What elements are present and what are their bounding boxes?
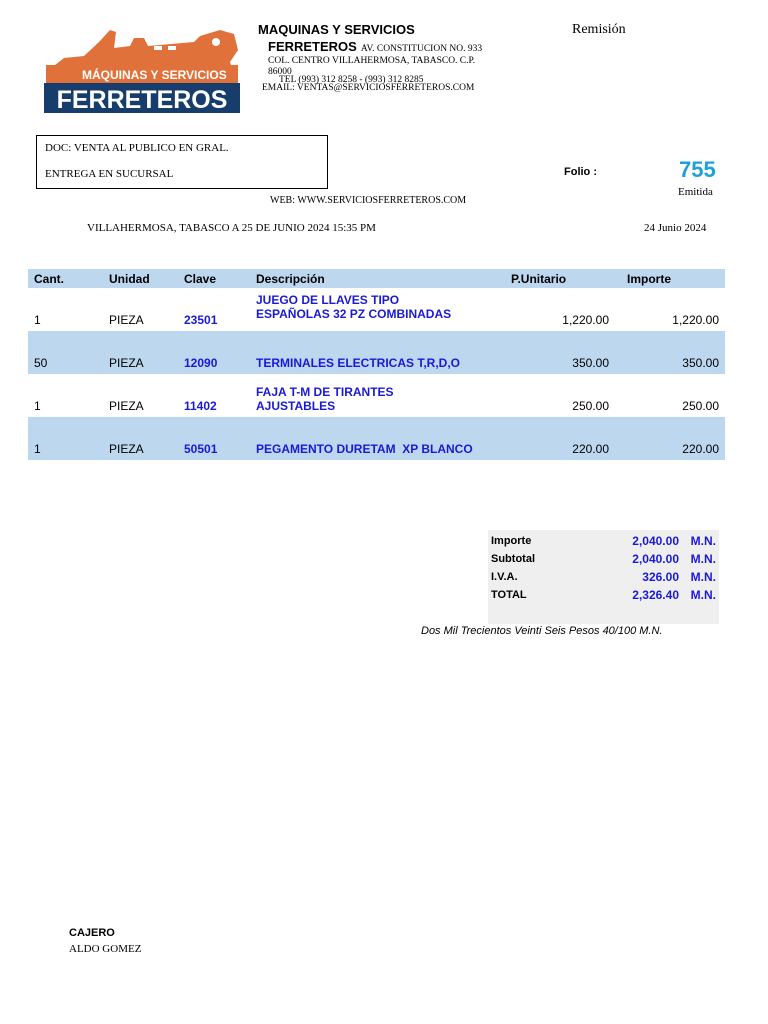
doc-line: DOC: VENTA AL PUBLICO EN GRAL. — [45, 142, 229, 154]
logo-line1: MÁQUINAS Y SERVICIOS — [82, 68, 227, 82]
postal-code: 86000 — [268, 67, 292, 77]
totals-box — [488, 530, 719, 624]
cashier-name: ALDO GOMEZ — [69, 943, 142, 955]
power-drill-icon — [44, 28, 240, 113]
logo-line2: FERRETEROS — [56, 86, 228, 113]
totals-label: TOTAL — [491, 589, 527, 601]
totals-currency: M.N. — [690, 588, 716, 602]
header-unit: Unidad — [103, 269, 178, 288]
folio-number: 755 — [679, 157, 716, 182]
row-unit-price: 350.00 — [505, 331, 615, 374]
totals-value: 2,040.00 — [632, 534, 679, 548]
cashier-label: CAJERO — [69, 927, 115, 939]
table-header-row — [28, 269, 725, 288]
totals-row-iva — [488, 569, 719, 587]
table-row — [28, 331, 725, 374]
row-unit-price: 1,220.00 — [562, 313, 609, 327]
row-amount: 250.00 — [682, 399, 719, 413]
totals-row-total — [488, 587, 719, 605]
row-qty: 50 — [28, 331, 103, 374]
address-line1: AV. CONSTITUCION NO. 933 — [360, 44, 483, 54]
email-address: EMAIL: VENTAS@SERVICIOSFERRETEROS.COM — [262, 83, 475, 93]
row-qty: 1 — [28, 417, 103, 460]
totals-row-subtotal — [488, 551, 719, 569]
row-description — [250, 374, 505, 417]
row-unit: PIEZA — [109, 313, 144, 327]
website: WEB: WWW.SERVICIOSFERRETEROS.COM — [270, 195, 467, 206]
items-table — [28, 269, 725, 460]
row-amount: 220.00 — [615, 417, 725, 460]
row-code: 23501 — [184, 313, 218, 327]
row-description-line2: AJUSTABLES — [256, 399, 336, 413]
header-unit-price: P.Unitario — [505, 269, 615, 288]
delivery-line: ENTREGA EN SUCURSAL — [45, 168, 174, 180]
row-qty: 1 — [34, 399, 41, 413]
totals-label: Subtotal — [491, 553, 535, 565]
totals-value: 2,040.00 — [632, 552, 679, 566]
address-line2: COL. CENTRO VILLAHERMOSA, TABASCO. C.P. — [268, 56, 476, 66]
row-unit: PIEZA — [103, 331, 178, 374]
row-qty: 1 — [34, 313, 41, 327]
company-logo — [44, 28, 240, 113]
row-code: 11402 — [184, 399, 217, 413]
amount-in-words: Dos Mil Trecientos Veinti Seis Pesos 40/100 M.N. — [421, 625, 663, 637]
document-type: Remisión — [572, 22, 626, 37]
row-description — [250, 288, 505, 331]
totals-label: I.V.A. — [491, 571, 518, 583]
totals-currency: M.N. — [690, 570, 716, 584]
totals-row-importe — [488, 533, 719, 551]
row-amount: 1,220.00 — [672, 313, 719, 327]
phone-numbers: TEL (993) 312 8258 - (993) 312 8285 — [279, 75, 424, 85]
row-description — [250, 417, 505, 460]
totals-label: Importe — [491, 535, 532, 547]
row-unit-price: 250.00 — [572, 399, 609, 413]
folio-label: Folio : — [564, 166, 597, 178]
row-code: 50501 — [178, 417, 250, 460]
table-row — [28, 288, 725, 331]
row-description-line1: PEGAMENTO DURETAM XP BLANCO — [256, 442, 473, 456]
header-code: Clave — [178, 269, 250, 288]
totals-currency: M.N. — [690, 552, 716, 566]
company-name-line2: FERRETEROS — [268, 39, 357, 54]
company-info — [258, 22, 538, 78]
short-date: 24 Junio 2024 — [644, 222, 707, 234]
row-unit: PIEZA — [109, 399, 144, 413]
totals-currency: M.N. — [690, 534, 716, 548]
row-description-line1: JUEGO DE LLAVES TIPO — [256, 293, 400, 307]
totals-value: 2,326.40 — [632, 588, 679, 602]
company-name-line1: MAQUINAS Y SERVICIOS — [258, 22, 415, 37]
header-description: Descripción — [250, 269, 505, 288]
header-qty: Cant. — [28, 269, 103, 288]
row-unit: PIEZA — [103, 417, 178, 460]
row-code: 12090 — [178, 331, 250, 374]
row-description-line2: ESPAÑOLAS 32 PZ COMBINADAS — [256, 307, 452, 321]
folio-status: Emitida — [678, 186, 713, 198]
table-row — [28, 417, 725, 460]
row-description-line1: TERMINALES ELECTRICAS T,R,D,O — [256, 356, 461, 370]
row-amount: 350.00 — [615, 331, 725, 374]
document-info-box — [36, 135, 328, 189]
header-amount: Importe — [615, 269, 725, 288]
row-unit-price: 220.00 — [505, 417, 615, 460]
place-and-date: VILLAHERMOSA, TABASCO A 25 DE JUNIO 2024 15:35 PM — [87, 222, 376, 234]
table-row — [28, 374, 725, 417]
row-description — [250, 331, 505, 374]
row-description-line1: FAJA T-M DE TIRANTES — [256, 385, 394, 399]
totals-value: 326.00 — [642, 570, 679, 584]
